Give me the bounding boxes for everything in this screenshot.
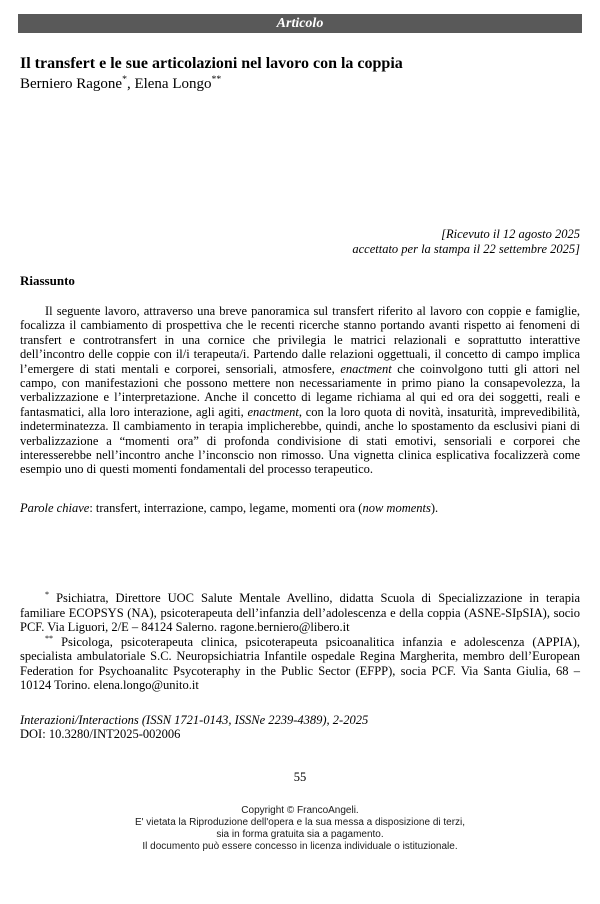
footnotes-block xyxy=(20,591,580,693)
received-accepted-dates: [Ricevuto il 12 agosto 2025 accettato per la stampa il 22 settembre 2025] xyxy=(352,227,580,256)
footnote-author-1: * Psichiatra, Direttore UOC Salute Mentale Avellino, didatta Scuola di Specializzazione in terapia familiare ECOPSYS (NA), psicoterapeuta dell’infanzia dell’adolescenza e della coppia (ASNE-SIpSIA), socio PCF. Via Liguori, 2/E – 84124 Salerno. ragone.berniero@libero.it xyxy=(20,590,580,635)
journal-issn-line: Interazioni/Interactions (ISSN 1721-0143, ISSNe 2239-4389), 2-2025 xyxy=(20,712,369,727)
page-number: 55 xyxy=(293,769,307,784)
article-authors: Berniero Ragone*, Elena Longo** xyxy=(20,74,222,92)
article-title: Il transfert e le sue articolazioni nel lavoro con la coppia xyxy=(20,55,403,72)
abstract-heading: Riassunto xyxy=(20,273,75,288)
document-page xyxy=(0,14,600,904)
abstract-text: Il seguente lavoro, attraverso una breve panoramica sul transfert riferito al lavoro con coppie e famiglie, focalizza il cambiamento di prospettiva che le recenti ricerche stanno portando avanti rispetto ai fenomeni di transfert e controtransfert in una cornice che privilegia le matrici relazionali e soprattutto interattive dell’incontro delle coppie con il/i terapeuta/i. Partendo dalle relazioni oggettuali, il concetto di campo implica l’emergere di stati mentali e corporei, sensoriali, atmosfere, enactment che coinvolgono tutti gli attori nel campo, con manifestazioni che possono mettere non necessariamente in primo piano la consapevolezza, la verbalizzazione e l’interpretazione. Anche il concetto di legame richiama al qui ed ora dei soggetti, reali e fantasmatici, alla loro interazione, agli agiti, enactment, con la loro quota di novità, insaturità, imprevedibilità, indeterminatezza. Il cambiamento in terapia implicherebbe, quindi, anche lo spostamento da esclusivi piani di verbalizzazione a “momenti ora” di profonda condivisione di stati emotivi, sensoriali e corporei che interesserebbe nell’incontro anche l’inconscio non rimosso. Una vignetta clinica esplicativa focalizzerà come esempio uno di questi momenti fondamentali del processo terapeutico. xyxy=(20,304,580,477)
keywords-line: Parole chiave: transfert, interrazione, campo, legame, momenti ora (now moments). xyxy=(20,500,439,515)
footnote-author-2: ** Psicologa, psicoterapeuta clinica, psicoterapeuta psicoanalitica infanzia e adolescenza (APPIA), specialista ambulatoriale S.C. Neuropsichiatria Infantile ospedale Regina Margherita, membro dell’European Federation for Psychoanalitc Psycoteraphy in the Public Sector (EFPP), socia PCF. Via Santa Giulia, 68 – 10124 Torino. elena.longo@unito.it xyxy=(20,633,580,693)
article-type-banner: Articolo xyxy=(18,14,582,33)
copyright-footer: Copyright © FrancoAngeli. E' vietata la Riproduzione dell'opera e la sua messa a disposizione di terzi, sia in forma gratuita sia a pagamento. Il documento può essere concesso in licenza individuale o istituzionale. xyxy=(134,804,466,852)
doi-line: DOI: 10.3280/INT2025-002006 xyxy=(20,727,181,742)
